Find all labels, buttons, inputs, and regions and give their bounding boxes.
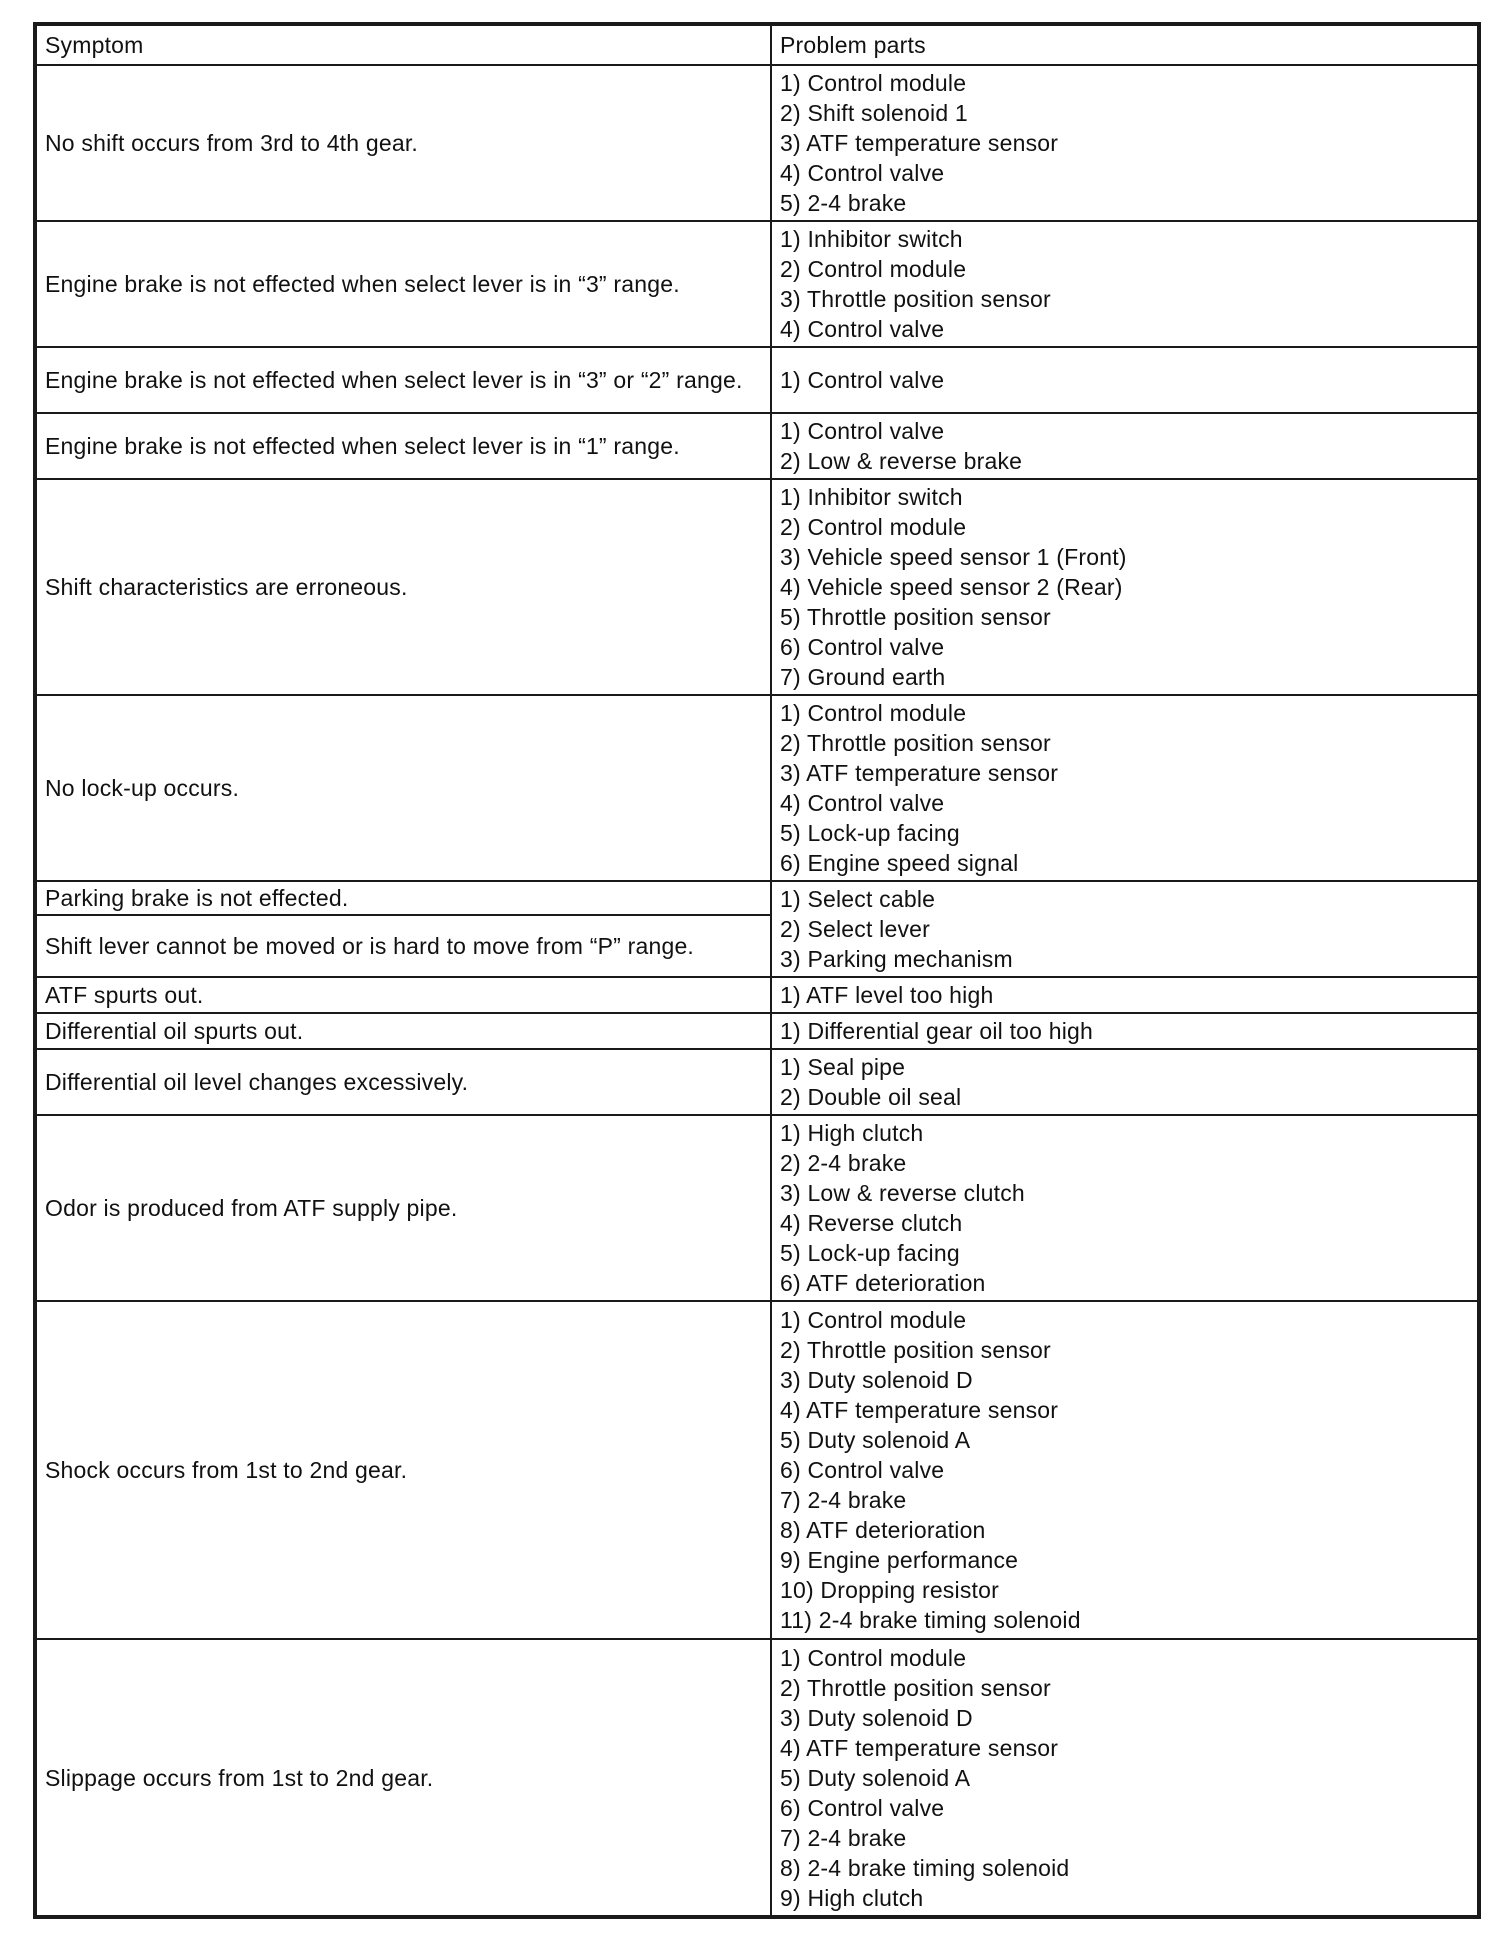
problem-parts-column-header: Problem parts bbox=[771, 24, 1479, 65]
problem-part: 7) 2-4 brake bbox=[780, 1824, 907, 1851]
symptom-cell: ATF spurts out. bbox=[35, 977, 771, 1013]
symptom-cell: No lock-up occurs. bbox=[35, 695, 771, 881]
table-row bbox=[35, 1049, 1479, 1115]
problem-part: 8) 2-4 brake timing solenoid bbox=[780, 1854, 1070, 1881]
problem-parts-cell bbox=[771, 977, 1479, 1013]
table-row bbox=[35, 347, 1479, 413]
symptom-cell: Shift lever cannot be moved or is hard to move from “P” range. bbox=[35, 915, 771, 977]
symptom-cell: Engine brake is not effected when select lever is in “3” or “2” range. bbox=[35, 347, 771, 413]
problem-part: 2) Throttle position sensor bbox=[780, 730, 1051, 756]
problem-part: 5) Lock-up facing bbox=[780, 820, 960, 846]
problem-parts-cell bbox=[771, 1115, 1479, 1301]
table-row bbox=[35, 65, 1479, 221]
symptom-cell: Shock occurs from 1st to 2nd gear. bbox=[35, 1301, 771, 1639]
problem-part: 3) Parking mechanism bbox=[780, 946, 1013, 972]
table-body bbox=[35, 24, 1479, 1917]
problem-part: 4) Reverse clutch bbox=[780, 1210, 963, 1236]
symptom-cell: Engine brake is not effected when select lever is in “1” range. bbox=[35, 413, 771, 479]
problem-part: 1) Seal pipe bbox=[780, 1054, 906, 1080]
problem-part: 5) 2-4 brake bbox=[780, 190, 907, 216]
symptom-cell: Odor is produced from ATF supply pipe. bbox=[35, 1115, 771, 1301]
problem-part: 3) Duty solenoid D bbox=[780, 1367, 973, 1393]
problem-part: 6) Engine speed signal bbox=[780, 850, 1019, 876]
problem-part: 2) Shift solenoid 1 bbox=[780, 100, 968, 126]
problem-part: 1) Control module bbox=[780, 1644, 967, 1671]
symptom-cell: Differential oil level changes excessively. bbox=[35, 1049, 771, 1115]
problem-part: 1) Control module bbox=[780, 70, 967, 96]
table-row bbox=[35, 977, 1479, 1013]
table-row bbox=[35, 695, 1479, 881]
problem-parts-cell bbox=[771, 1639, 1479, 1917]
problem-part: 2) Low & reverse brake bbox=[780, 448, 1023, 474]
symptom-cell: Shift characteristics are erroneous. bbox=[35, 479, 771, 695]
problem-part: 1) Control module bbox=[780, 700, 967, 726]
problem-part: 2) Double oil seal bbox=[780, 1084, 962, 1110]
problem-part: 6) Control valve bbox=[780, 634, 945, 660]
problem-part: 1) High clutch bbox=[780, 1120, 924, 1146]
table-row bbox=[35, 1013, 1479, 1049]
symptom-cell: No shift occurs from 3rd to 4th gear. bbox=[35, 65, 771, 221]
problem-parts-cell bbox=[771, 1049, 1479, 1115]
problem-part: 4) ATF temperature sensor bbox=[780, 1734, 1059, 1761]
problem-parts-cell bbox=[771, 1301, 1479, 1639]
table-row bbox=[35, 881, 1479, 915]
problem-part: 4) Control valve bbox=[780, 316, 945, 342]
symptom-problem-parts-table bbox=[33, 22, 1481, 1919]
problem-part: 2) Throttle position sensor bbox=[780, 1674, 1051, 1701]
problem-part: 1) Control valve bbox=[780, 418, 945, 444]
problem-part: 5) Duty solenoid A bbox=[780, 1427, 971, 1453]
problem-part: 9) High clutch bbox=[780, 1884, 924, 1911]
problem-part: 8) ATF deterioration bbox=[780, 1517, 986, 1543]
symptom-table-sheet bbox=[33, 22, 1481, 1918]
table-row bbox=[35, 413, 1479, 479]
problem-part: 1) Inhibitor switch bbox=[780, 226, 963, 252]
symptom-cell: Parking brake is not effected. bbox=[35, 881, 771, 915]
problem-parts-cell bbox=[771, 695, 1479, 881]
problem-part: 4) ATF temperature sensor bbox=[780, 1397, 1059, 1423]
problem-part: 3) ATF temperature sensor bbox=[780, 760, 1059, 786]
problem-parts-cell bbox=[771, 479, 1479, 695]
table-row bbox=[35, 221, 1479, 347]
problem-part: 3) Low & reverse clutch bbox=[780, 1180, 1025, 1206]
problem-part: 3) Vehicle speed sensor 1 (Front) bbox=[780, 544, 1127, 570]
symptom-cell: Differential oil spurts out. bbox=[35, 1013, 771, 1049]
problem-part: 1) ATF level too high bbox=[780, 982, 994, 1008]
problem-part: 5) Lock-up facing bbox=[780, 1240, 960, 1266]
problem-part: 6) ATF deterioration bbox=[780, 1270, 986, 1296]
problem-parts-cell bbox=[771, 65, 1479, 221]
problem-parts-cell bbox=[771, 881, 1479, 977]
problem-parts-cell bbox=[771, 221, 1479, 347]
table-row bbox=[35, 1639, 1479, 1917]
table-row bbox=[35, 1115, 1479, 1301]
problem-part: 6) Control valve bbox=[780, 1457, 945, 1483]
table-row bbox=[35, 1301, 1479, 1639]
problem-parts-cell bbox=[771, 413, 1479, 479]
problem-part: 2) Throttle position sensor bbox=[780, 1337, 1051, 1363]
problem-part: 7) 2-4 brake bbox=[780, 1487, 907, 1513]
problem-part: 2) Control module bbox=[780, 256, 967, 282]
problem-part: 10) Dropping resistor bbox=[780, 1577, 999, 1603]
table-header-row bbox=[35, 24, 1479, 65]
problem-part: 2) Select lever bbox=[780, 916, 931, 942]
problem-part: 7) Ground earth bbox=[780, 664, 946, 690]
symptom-cell: Slippage occurs from 1st to 2nd gear. bbox=[35, 1639, 771, 1917]
problem-part: 2) 2-4 brake bbox=[780, 1150, 907, 1176]
problem-part: 6) Control valve bbox=[780, 1794, 945, 1821]
problem-part: 1) Inhibitor switch bbox=[780, 484, 963, 510]
table-row bbox=[35, 479, 1479, 695]
problem-part: 1) Select cable bbox=[780, 886, 936, 912]
problem-part: 1) Control module bbox=[780, 1307, 967, 1333]
problem-part: 2) Control module bbox=[780, 514, 967, 540]
symptom-column-header: Symptom bbox=[35, 24, 771, 65]
problem-part: 1) Control valve bbox=[780, 367, 945, 393]
symptom-cell: Engine brake is not effected when select lever is in “3” range. bbox=[35, 221, 771, 347]
problem-part: 5) Duty solenoid A bbox=[780, 1764, 971, 1791]
problem-part: 11) 2-4 brake timing solenoid bbox=[780, 1607, 1081, 1633]
problem-part: 4) Control valve bbox=[780, 790, 945, 816]
problem-parts-cell bbox=[771, 1013, 1479, 1049]
problem-part: 3) Throttle position sensor bbox=[780, 286, 1051, 312]
problem-part: 1) Differential gear oil too high bbox=[780, 1018, 1094, 1044]
problem-part: 4) Control valve bbox=[780, 160, 945, 186]
problem-part: 3) ATF temperature sensor bbox=[780, 130, 1059, 156]
problem-part: 5) Throttle position sensor bbox=[780, 604, 1051, 630]
problem-part: 9) Engine performance bbox=[780, 1547, 1019, 1573]
problem-parts-cell bbox=[771, 347, 1479, 413]
problem-part: 4) Vehicle speed sensor 2 (Rear) bbox=[780, 574, 1123, 600]
problem-part: 3) Duty solenoid D bbox=[780, 1704, 973, 1731]
